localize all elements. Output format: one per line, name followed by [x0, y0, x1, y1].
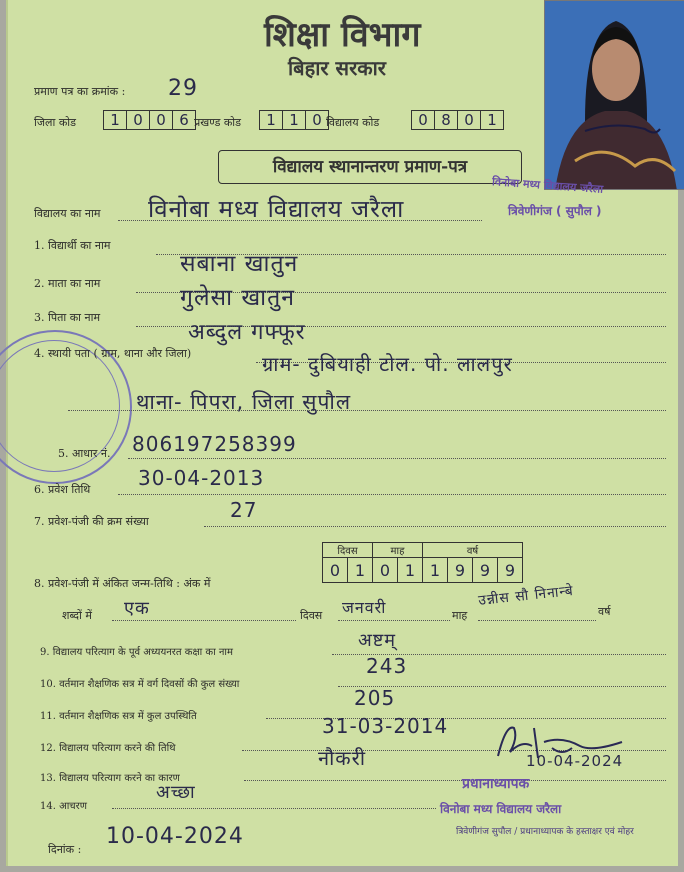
school-code-boxes: 0 8 0 1: [412, 110, 504, 130]
school-name-label: विद्यालय का नाम: [34, 207, 101, 220]
signature-date: 10-04-2024: [526, 752, 624, 770]
dob-day-label: दिवस: [300, 609, 323, 622]
mother-name-value: गुलेसा खातुन: [180, 285, 296, 311]
attendance-label: 11. वर्तमान शैक्षणिक सत्र में कुल उपस्थिति: [40, 711, 197, 722]
certificate-paper: [6, 0, 678, 866]
student-photo: [544, 0, 684, 190]
school-stamp: विनोबा मध्य विद्यालय जरैला: [440, 802, 562, 816]
district-code-boxes: 1 0 0 6: [104, 110, 196, 130]
leaving-reason-label: 13. विद्यालय परित्याग करने का कारण: [40, 773, 180, 784]
block-code-label: प्रखण्ड कोड: [194, 116, 242, 129]
dob-label: 8. प्रवेश-पंजी में अंकित जन्म-तिथि : अंक में: [34, 577, 211, 590]
header-title: शिक्षा विभाग: [264, 15, 421, 55]
headmaster-title-stamp: प्रधानाध्यापक: [462, 776, 530, 792]
block-code-boxes: 1 1 0: [260, 110, 329, 130]
aadhaar-label: 5. आधार नं.: [58, 447, 111, 460]
student-name-label: 1. विद्यार्थी का नाम: [34, 239, 111, 252]
footer-signature-print: त्रिवेणीगंज सुपौल / प्रधानाध्यापक के हस्ताक्षर एवं मोहर: [456, 827, 634, 837]
aadhaar-value: 806197258399: [132, 432, 297, 456]
father-name-value: अब्दुल गफ्फूर: [188, 320, 306, 345]
district-code-label: जिला कोड: [34, 116, 76, 129]
admission-date-label: 6. प्रवेश तिथि: [34, 483, 91, 496]
register-no-label: 7. प्रवेश-पंजी की क्रम संख्या: [34, 515, 149, 528]
last-class-label: 9. विद्यालय परित्याग के पूर्व अध्ययनरत कक्षा का नाम: [40, 647, 233, 658]
conduct-label: 14. आचरण: [40, 801, 87, 812]
issue-date-value: 10-04-2024: [106, 824, 244, 849]
dob-month-label: माह: [452, 609, 468, 622]
dob-words-month: जनवरी: [342, 598, 387, 617]
address-line2: थाना- पिपरा, जिला सुपौल: [136, 390, 352, 414]
school-name-value: विनोबा मध्य विद्यालय जरैला: [148, 195, 405, 223]
header-subtitle: बिहार सरकार: [288, 56, 386, 80]
photo-stamp-line2: त्रिवेणीगंज ( सुपौल ): [508, 204, 602, 218]
certificate-no-value: 29: [168, 76, 198, 101]
dob-words-year: उन्नीस सौ निनान्बे: [477, 583, 575, 609]
dob-words-label: शब्दों में: [62, 609, 92, 622]
leaving-date-value: 31-03-2014: [322, 714, 449, 738]
address-line1: ग्राम- दुबियाही टोल. पो. लालपुर: [262, 352, 513, 376]
leaving-reason-value: नौकरी: [318, 746, 366, 770]
address-label: 4. स्थायी पता ( ग्राम, थाना और जिला): [34, 347, 192, 360]
last-class-value: अष्टम्: [358, 630, 397, 651]
student-name-value: सबाना खातुन: [180, 251, 299, 277]
dob-year-label: वर्ष: [598, 605, 611, 618]
attendance-value: 205: [354, 686, 396, 710]
dob-digit-table: दिवस माह वर्ष 0 1 0 1 1 9 9 9: [322, 542, 523, 583]
certificate-banner: विद्यालय स्थानान्तरण प्रमाण-पत्र: [218, 150, 522, 184]
leaving-date-label: 12. विद्यालय परित्याग करने की तिथि: [40, 743, 176, 754]
total-days-label: 10. वर्तमान शैक्षणिक सत्र में वर्ग दिवसों की कुल संख्या: [40, 679, 240, 690]
mother-name-label: 2. माता का नाम: [34, 277, 101, 290]
conduct-value: अच्छा: [156, 782, 196, 803]
photo-stamp-line1: विनोबा मध्य विद्यालय जरैला: [491, 175, 604, 196]
father-name-label: 3. पिता का नाम: [34, 311, 101, 324]
certificate-no-label: प्रमाण पत्र का क्रमांक :: [34, 85, 126, 98]
register-no-value: 27: [230, 498, 258, 522]
total-days-value: 243: [366, 654, 408, 678]
issue-date-label: दिनांक :: [48, 843, 82, 856]
dob-words-day: एक: [124, 598, 150, 619]
admission-date-value: 30-04-2013: [138, 466, 265, 490]
school-code-label: विद्यालय कोड: [326, 116, 380, 129]
